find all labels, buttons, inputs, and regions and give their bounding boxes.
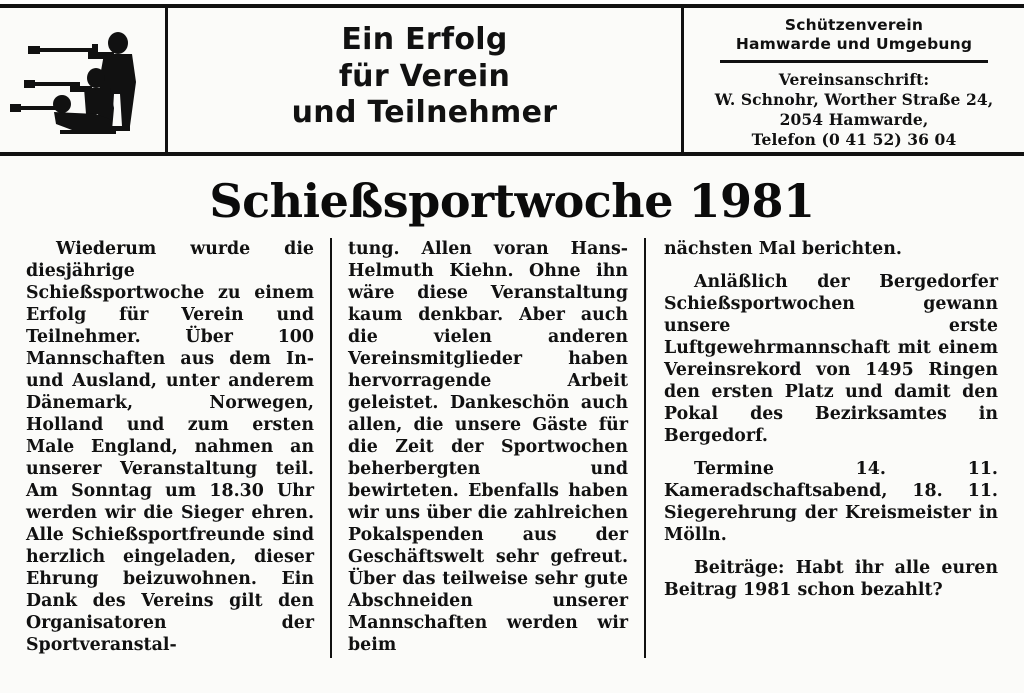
article-column-2	[332, 238, 646, 658]
masthead-title-line-1: Ein Erfolg	[341, 22, 508, 58]
club-address-label: Vereinsanschrift:	[778, 70, 930, 90]
club-address-line-1: W. Schnohr, Worther Straße 24,	[714, 90, 994, 110]
paragraph: Beiträge: Habt ihr alle euren Beitrag 1981 schon bezahlt?	[664, 558, 998, 601]
article-column-3	[646, 238, 998, 658]
paragraph: Anläßlich der Bergedorfer Schießsportwochen gewann unsere erste Luftgewehrmannschaft mit einem Vereinsrekord von 1495 Ringen den ersten Platz und damit den Pokal des Bezirksamtes in Bergedorf.	[664, 272, 998, 447]
club-address-line-2: 2054 Hamwarde,	[779, 109, 929, 129]
club-name-line-1: Schützenverein	[784, 16, 924, 34]
article-body	[0, 238, 1024, 658]
paragraph: nächsten Mal berichten.	[664, 239, 902, 259]
paragraph: Termine 14. 11. Kameradschaftsabend, 18. 11. Siegerehrung der Kreismeister in Mölln.	[664, 459, 998, 546]
club-info	[684, 8, 1024, 152]
article-headline: Schießsportwoche 1981	[209, 174, 815, 228]
masthead-title-line-2: für Verein	[338, 58, 511, 94]
masthead	[0, 4, 1024, 156]
paragraph: Wiederum wurde die diesjährige Schießsportwoche zu einem Erfolg für Verein und Teilnehmer. Über 100 Mannschaften aus dem In- und Ausland, unter anderem Dänemark, Norwegen, Holland und zum ersten Male England, nahmen an unserer Veranstaltung teil. Am Sonntag um 18.30 Uhr werden wir die Sieger ehren. Alle Schießsportfreunde sind herzlich eingeladen, dieser Ehrung beizuwohnen. Ein Dank des Vereins gilt den Organisatoren der Sportveranstal-	[26, 239, 314, 656]
masthead-title-line-3: und Teilnehmer	[291, 95, 558, 131]
club-name-line-2: Hamwarde und Umgebung	[735, 34, 973, 53]
paragraph: tung. Allen voran Hans-Helmuth Kiehn. Ohne ihn wäre diese Veranstaltung kaum denkbar. Aber auch die vielen anderen Vereinsmitglieder haben hervorragende Arbeit geleistet. Dankeschön auch allen, die unsere Gäste für die Zeit der Sportwochen beherbergten und bewirteten. Ebenfalls haben wir uns über die zahlreichen Pokalspenden aus der Geschäftswelt sehr gefreut. Über das teilweise sehr gute Abschneiden unserer Mannschaften werden wir beim	[348, 239, 628, 656]
masthead-title	[168, 8, 684, 152]
newspaper-page	[0, 4, 1024, 693]
club-divider	[720, 60, 989, 63]
article-column-1	[26, 238, 332, 658]
club-address-line-3: Telefon (0 41 52) 36 04	[751, 129, 957, 149]
rifle-shooters-logo-icon	[0, 8, 168, 152]
